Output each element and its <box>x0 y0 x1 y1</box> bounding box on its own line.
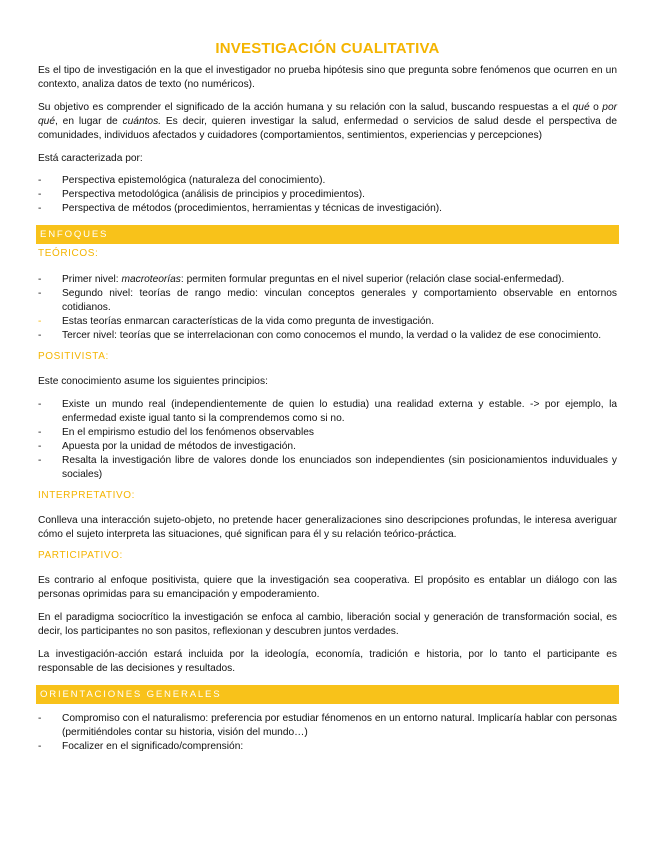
orientaciones-list <box>38 712 617 754</box>
intro-paragraph-2: Su objetivo es comprender el significado de la acción humana y su relación con la salud, buscando respuestas a el qué o por qué, en lugar de cuántos. Es decir, quieren investigar la salud, enfermedad o servicios de salud desde el perspectiva de comunidades, individuos afectados y cuidadores (comportamientos, sentimientos, experiencias y percepciones) <box>38 102 618 141</box>
list-item: - Segundo nivel: teorías de rango medio: vinculan conceptos generales y comportamiento observable en entornos cotidianos. <box>38 287 617 315</box>
page-title: INVESTIGACIÓN CUALITATIVA <box>215 40 440 57</box>
list-item: - En el empirismo estudio del los fenómenos observables <box>38 426 617 440</box>
list-item: - Apuesta por la unidad de métodos de investigación. <box>38 440 617 454</box>
subheading-positivista: POSITIVISTA: <box>38 351 109 362</box>
characteristics-list <box>38 174 617 216</box>
subheading-interpretativo: INTERPRETATIVO: <box>38 490 135 501</box>
participativo-paragraph-1: Es contrario al enfoque positivista, quiere que la investigación sea cooperativa. El propósito es entablar un diálogo con las personas oprimidas para su emancipación y empoderamiento. <box>38 575 617 600</box>
positivista-intro: Este conocimiento asume los siguientes principios: <box>38 376 268 387</box>
list-item: - Perspectiva de métodos (procedimientos, herramientas y técnicas de investigación). <box>38 202 617 216</box>
teoricos-list <box>38 273 617 343</box>
section-header-orientaciones: ORIENTACIONES GENERALES <box>36 685 619 704</box>
list-item: - Perspectiva metodológica (análisis de principios y procedimientos). <box>38 188 617 202</box>
list-item: - Primer nivel: macroteorías: permiten formular preguntas en el nivel superior (relación clase social-enfermedad). <box>38 273 617 287</box>
section-header-enfoques: ENFOQUES <box>36 225 619 244</box>
intro-paragraph-1: Es el tipo de investigación en la que el investigador no prueba hipótesis sino que pregunta sobre fenómenos que ocurren en un contexto, analiza datos de texto (no numéricos). <box>38 65 617 90</box>
list-item: - Resalta la investigación libre de valores donde los enunciados son independientes (sin posicionamientos induviduales y sociales) <box>38 454 617 482</box>
list-item: - Focalizer en el significado/comprensión: <box>38 740 617 754</box>
participativo-paragraph-2: En el paradigma sociocrítico la investigación se enfoca al cambio, liberación social y generación de transformación social, es decir, los participantes no son pasitos, reflexionan y descubren juntos verdades. <box>38 612 617 637</box>
subheading-teoricos: TEÓRICOS: <box>38 248 99 259</box>
list-item: - Perspectiva epistemológica (naturaleza del conocimiento). <box>38 174 617 188</box>
list-item: - Compromiso con el naturalismo: preferencia por estudiar fénomenos en un entorno natural. Implicaría hablar con personas (permitiéndoles contar su historia, visión del mundo…) <box>38 712 617 740</box>
intro-paragraph-3: Está caracterizada por: <box>38 153 143 164</box>
list-item: - Existe un mundo real (independientemente de quien lo estudia) una realidad externa y estable. -> por ejemplo, la enfermedad existe igual tanto si la comprendemos como si no. <box>38 398 617 426</box>
positivista-list <box>38 398 617 482</box>
list-item: - Estas teorías enmarcan características de la vida como pregunta de investigación. <box>38 315 617 329</box>
list-item: - Tercer nivel: teorías que se interrelacionan con como conocemos el mundo, la verdad o la validez de ese conocimiento. <box>38 329 617 343</box>
participativo-paragraph-3: La investigación-acción estará incluida por la ideología, economía, tradición e historia, por lo tanto el participante es responsable de las decisiones y resultados. <box>38 649 617 674</box>
interpretativo-text: Conlleva una interacción sujeto-objeto, no pretende hacer generalizaciones sino descripciones profundas, le interesa averiguar cómo el sujeto interpreta las situaciones, qué significan para él y su relación teórico-práctica. <box>38 515 617 540</box>
subheading-participativo: PARTICIPATIVO: <box>38 550 123 561</box>
